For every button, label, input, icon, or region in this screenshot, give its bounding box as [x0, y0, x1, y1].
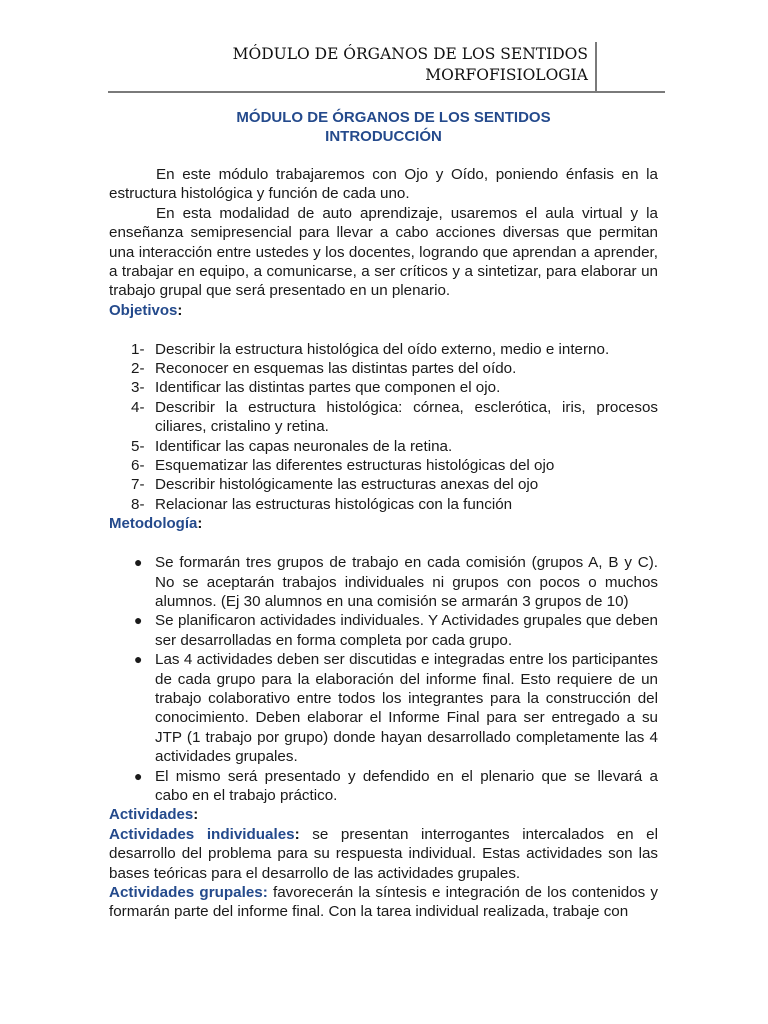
section-introduccion-title: INTRODUCCIÓN: [325, 128, 442, 145]
objectives-list: [109, 340, 658, 515]
objective-item: [109, 495, 658, 514]
objective-number: 5-: [131, 437, 145, 455]
objective-text: Esquematizar las diferentes estructuras histológicas del ojo: [155, 457, 555, 475]
objective-item: [109, 456, 658, 475]
bullet-icon: ●: [134, 651, 143, 668]
objective-item: [109, 359, 658, 378]
methodology-heading: Metodología:: [109, 515, 203, 533]
document-title: MÓDULO DE ÓRGANOS DE LOS SENTIDOS: [236, 109, 551, 126]
objective-text: Identificar las distintas partes que componen el ojo.: [155, 379, 501, 397]
methodology-item: [109, 650, 658, 766]
header-subject: MORFOFISIOLOGIA: [425, 66, 588, 84]
group-activities-paragraph: Actividades grupales: favorecerán la síntesis e integración de los contenidos y formarán parte del informe final. Con la tarea individual realizada, trabaje con: [109, 884, 658, 921]
methodology-text: El mismo será presentado y defendido en el plenario que se llevará a cabo en el trabajo práctico.: [155, 767, 658, 804]
methodology-text: Se formarán tres grupos de trabajo en cada comisión (grupos A, B y C). No se aceptarán trabajos individuales ni grupos con pocos o muchos alumnos. (Ej 30 alumnos en una comisión se armarán 3 grupos de 10): [155, 554, 658, 610]
bullet-icon: ●: [134, 612, 143, 629]
objective-text: Describir la estructura histológica: córnea, esclerótica, iris, procesos ciliares, cristalino y retina.: [155, 398, 658, 436]
methodology-text: Se planificaron actividades individuales. Y Actividades grupales que deben ser desarrolladas en forma completa por cada grupo.: [155, 612, 658, 649]
objective-text: Describir la estructura histológica del oído externo, medio e interno.: [155, 340, 610, 358]
objective-number: 2-: [131, 360, 145, 378]
group-activities-label: Actividades grupales:: [109, 884, 268, 901]
activities-heading: Actividades:: [109, 806, 199, 824]
objective-item: [109, 398, 658, 437]
objective-number: 3-: [131, 379, 145, 397]
objective-item: [109, 340, 658, 359]
objective-number: 4-: [131, 398, 145, 416]
objective-item: [109, 437, 658, 456]
methodology-item: [109, 611, 658, 650]
methodology-text: Las 4 actividades deben ser discutidas e integradas entre los participantes de cada grupo para la elaboración del informe final. Esto requiere de un trabajo colaborativo entre todos los integrantes para la construcción del conocimiento. Deben elaborar el Informe Final para ser entregado a su JTP (1 trabajo por grupo) donde hayan desarrollado completamente las 4 actividades grupales.: [155, 651, 658, 766]
page-header: [233, 44, 588, 86]
methodology-item: [109, 767, 658, 806]
header-horizontal-rule: [108, 91, 665, 93]
intro-paragraph-2: En esta modalidad de auto aprendizaje, usaremos el aula virtual y la enseñanza semipresencial para llevar a cabo acciones diversas que permitan una interacción entre ustedes y los docentes, logrando que aprendan a aprender, a trabajar en equipo, a comunicarse, a ser críticos y a sintetizar, para elaborar un trabajo grupal que será presentado en un plenario.: [109, 204, 658, 300]
objective-text: Relacionar las estructuras histológicas con la función: [155, 495, 513, 513]
objectives-heading: Objetivos:: [109, 301, 183, 319]
methodology-list: [109, 553, 658, 805]
header-module-title: MÓDULO DE ÓRGANOS DE LOS SENTIDOS: [232, 45, 588, 63]
intro-paragraph-1: En este módulo trabajaremos con Ojo y Oído, poniendo énfasis en la estructura histológica y función de cada uno.: [109, 166, 658, 203]
objective-text: Reconocer en esquemas las distintas partes del oído.: [155, 360, 517, 378]
objective-text: Identificar las capas neuronales de la retina.: [155, 437, 453, 455]
objective-item: [109, 475, 658, 494]
header-vertical-rule: [595, 42, 597, 92]
objective-number: 8-: [131, 495, 145, 513]
bullet-icon: ●: [134, 767, 143, 784]
bullet-icon: ●: [134, 554, 143, 571]
methodology-item: [109, 553, 658, 611]
objective-number: 1-: [131, 340, 145, 358]
objective-number: 6-: [131, 457, 145, 475]
objective-item: [109, 378, 658, 397]
objective-number: 7-: [131, 476, 145, 494]
objective-text: Describir histológicamente las estructuras anexas del ojo: [155, 476, 539, 494]
individual-activities-paragraph: Actividades individuales: se presentan interrogantes intercalados en el desarrollo del problema para su respuesta individual. Estas actividades son las bases teóricas para el desarrollo de las actividades grupales.: [109, 825, 658, 882]
document-body: [109, 108, 658, 922]
individual-activities-label: Actividades individuales:: [109, 825, 300, 843]
